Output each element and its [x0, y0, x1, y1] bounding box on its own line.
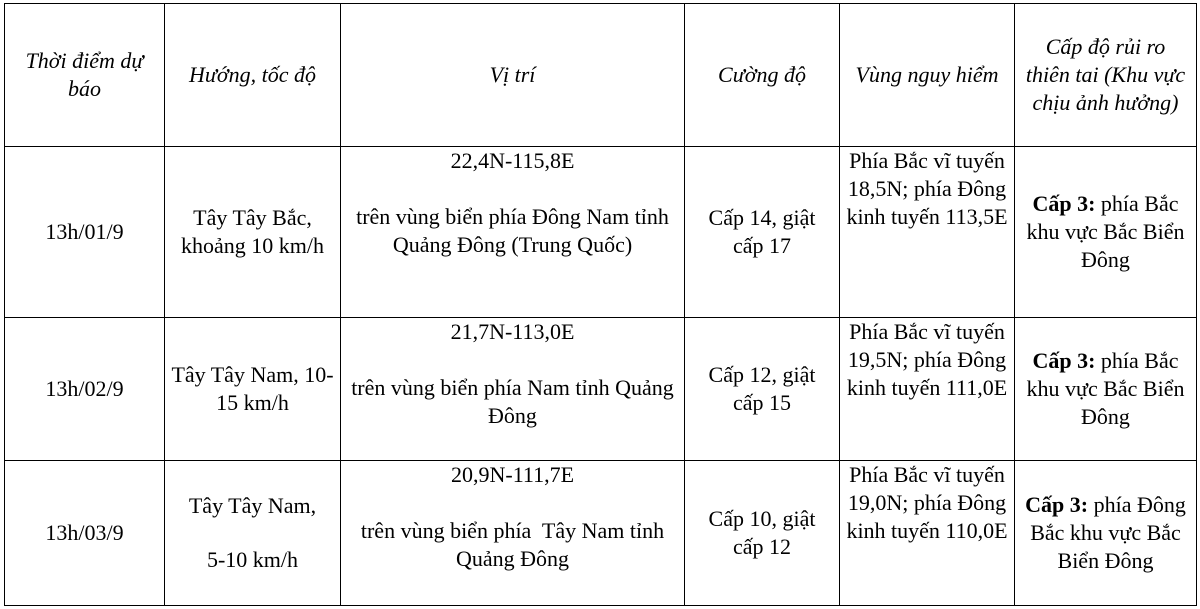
header-position: Vị trí [341, 4, 685, 147]
header-direction: Hướng, tốc độ [165, 4, 341, 147]
risk-level-label: Cấp 3: [1032, 191, 1096, 216]
cell-direction: Tây Tây Bắc, khoảng 10 km/h [165, 147, 341, 318]
risk-area-text: phía Bắc khu vực Bắc Biển Đông [1026, 191, 1190, 272]
cell-time: 13h/01/9 [5, 147, 165, 318]
cell-intensity: Cấp 12, giật cấp 15 [685, 318, 840, 461]
cell-danger-zone: Phía Bắc vĩ tuyến 19,5N; phía Đông kinh tuyến 111,0E [840, 318, 1015, 461]
risk-area-text: phía Bắc khu vực Bắc Biển Đông [1026, 348, 1190, 429]
position-place: trên vùng biển phía Đông Nam tỉnh Quảng Đông (Trung Quốc) [356, 204, 669, 257]
cell-risk-level [1015, 147, 1197, 318]
cell-risk-level [1015, 318, 1197, 461]
cell-direction: Tây Tây Nam, 10-15 km/h [165, 318, 341, 461]
direction-line-1: Tây Tây Nam, [188, 493, 317, 518]
header-time: Thời điểm dự báo [5, 4, 165, 147]
cell-intensity: Cấp 10, giật cấp 12 [685, 461, 840, 606]
position-coordinates: 21,7N-113,0E [450, 319, 575, 344]
position-coordinates: 22,4N-115,8E [450, 148, 575, 173]
table-row [5, 318, 1197, 461]
cell-position [341, 147, 685, 318]
header-danger-zone: Vùng nguy hiểm [840, 4, 1015, 147]
cell-time: 13h/03/9 [5, 461, 165, 606]
position-place: trên vùng biển phía Nam tỉnh Quảng Đông [351, 375, 674, 428]
cell-time: 13h/02/9 [5, 318, 165, 461]
table-header-row [5, 4, 1197, 147]
cell-risk-level [1015, 461, 1197, 606]
direction-line-2: 5-10 km/h [206, 547, 299, 572]
forecast-table [4, 3, 1197, 606]
position-coordinates: 20,9N-111,7E [450, 462, 575, 487]
cell-danger-zone: Phía Bắc vĩ tuyến 19,0N; phía Đông kinh tuyến 110,0E [840, 461, 1015, 606]
risk-area-text: phía Đông Bắc khu vực Bắc Biển Đông [1030, 492, 1192, 573]
cell-direction [165, 461, 341, 606]
risk-level-label: Cấp 3: [1032, 348, 1096, 373]
cell-danger-zone: Phía Bắc vĩ tuyến 18,5N; phía Đông kinh tuyến 113,5E [840, 147, 1015, 318]
cell-intensity: Cấp 14, giật cấp 17 [685, 147, 840, 318]
table-row [5, 147, 1197, 318]
cell-position [341, 318, 685, 461]
position-place: trên vùng biển phía Tây Nam tỉnh Quảng Đông [360, 518, 670, 571]
cell-position [341, 461, 685, 606]
header-risk-level: Cấp độ rủi ro thiên tai (Khu vực chịu ảnh hưởng) [1015, 4, 1197, 147]
table-row [5, 461, 1197, 606]
risk-level-label: Cấp 3: [1025, 492, 1089, 517]
header-intensity: Cường độ [685, 4, 840, 147]
